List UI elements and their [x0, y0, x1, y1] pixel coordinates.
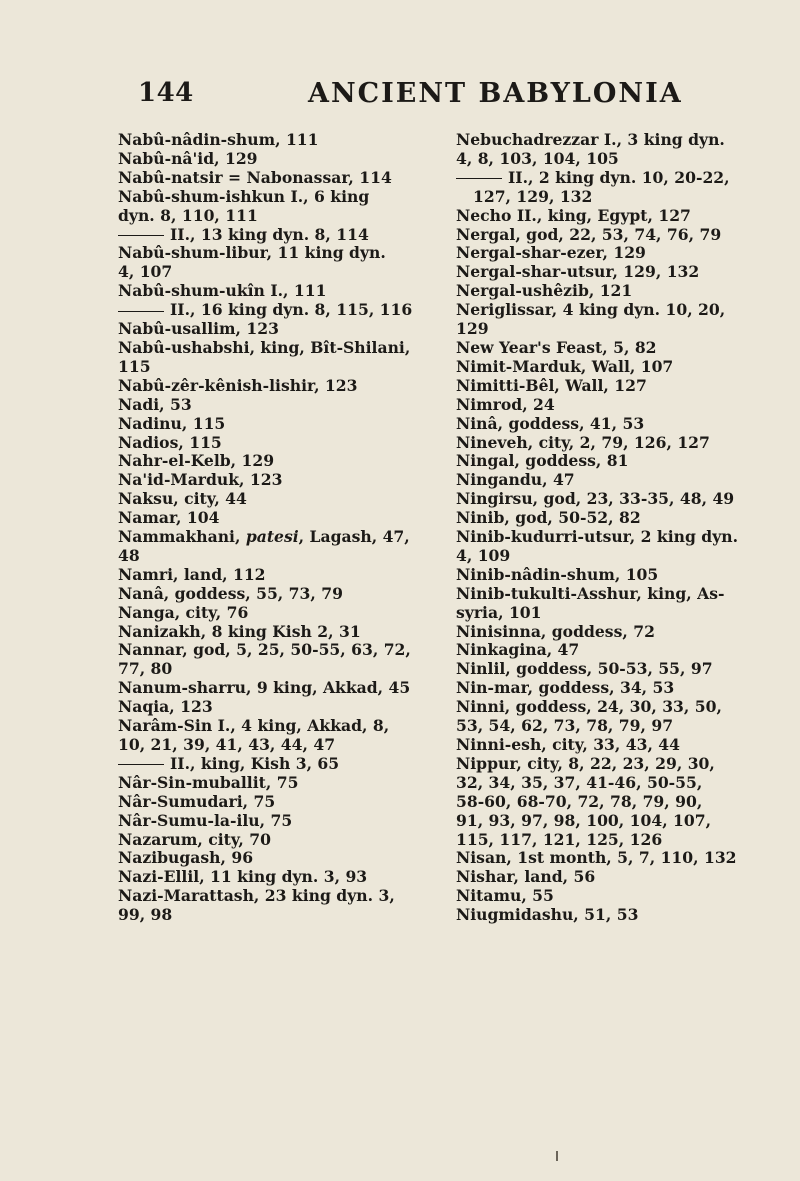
- entry-line: Nin-mar, goddess, 34, 53: [456, 678, 675, 698]
- entry-continuation: 115, 117, 121, 125, 126: [456, 829, 663, 849]
- entry-line: Neriglissar, 4 king dyn. 10, 20,: [456, 300, 726, 320]
- entry-line: Nabû-usallim, 123: [118, 319, 279, 339]
- entry-line: Nineveh, city, 2, 79, 126, 127: [456, 432, 710, 452]
- index-entry: [118, 490, 438, 509]
- index-entry: [118, 471, 438, 490]
- entry-line: II., 16 king dyn. 8, 115, 116: [118, 301, 438, 320]
- index-entry: [118, 868, 438, 887]
- entry-line: Nabû-natsir = Nabonassar, 114: [118, 167, 392, 187]
- entry-continuation: 58-60, 68-70, 72, 78, 79, 90,: [456, 791, 703, 811]
- index-entry: [118, 774, 438, 793]
- index-entry: [456, 226, 791, 245]
- index-entry: [456, 169, 791, 207]
- index-entry: [456, 358, 791, 377]
- entry-line: Na'id-Marduk, 123: [118, 470, 283, 490]
- entry-line: Nâr-Sumudari, 75: [118, 791, 276, 811]
- index-entry: [456, 490, 791, 509]
- index-entry: [456, 566, 791, 585]
- index-entry: [118, 812, 438, 831]
- entry-line: Nanum-sharru, 9 king, Akkad, 45: [118, 678, 411, 698]
- page-number: 144: [138, 78, 194, 108]
- index-entry: [456, 641, 791, 660]
- page-header: [138, 78, 698, 118]
- entry-line: Nammakhani, patesi, Lagash, 47,: [118, 527, 410, 547]
- entry-line: Nergal, god, 22, 53, 74, 76, 79: [456, 224, 722, 244]
- entry-continuation: 4, 109: [456, 545, 511, 565]
- index-entry: [456, 755, 791, 850]
- index-entry: [118, 396, 438, 415]
- running-title: ANCIENT BABYLONIA: [308, 78, 683, 109]
- entry-line: New Year's Feast, 5, 82: [456, 337, 657, 357]
- index-entry: [456, 585, 791, 623]
- entry-continuation: syria, 101: [456, 602, 542, 622]
- entry-continuation: 48: [118, 545, 140, 565]
- entry-line: Nabû-ushabshi, king, Bît-Shilani,: [118, 337, 411, 357]
- entry-line: Nadi, 53: [118, 394, 192, 414]
- entry-line: Ningandu, 47: [456, 470, 575, 490]
- index-entry: [456, 301, 791, 339]
- index-entry: [118, 585, 438, 604]
- entry-line: Ninâ, goddess, 41, 53: [456, 413, 645, 433]
- index-entry: [118, 604, 438, 623]
- entry-line: Nabû-zêr-kênish-lishir, 123: [118, 375, 358, 395]
- entry-line: Nazi-Marattash, 23 king dyn. 3,: [118, 886, 395, 906]
- index-entry: [456, 736, 791, 755]
- entry-line: II., 2 king dyn. 10, 20-22,: [456, 169, 791, 188]
- index-entry: [118, 377, 438, 396]
- entry-line: Necho II., king, Egypt, 127: [456, 205, 691, 225]
- entry-line: Nabû-shum-ishkun I., 6 king: [118, 186, 370, 206]
- index-entry: [118, 301, 438, 320]
- index-entry: [118, 509, 438, 528]
- index-entry: [118, 849, 438, 868]
- entry-line: Nitamu, 55: [456, 886, 554, 906]
- entry-continuation: dyn. 8, 110, 111: [118, 205, 258, 225]
- entry-continuation: 127, 129, 132: [473, 186, 593, 206]
- entry-line: Namri, land, 112: [118, 564, 266, 584]
- index-entry: [456, 509, 791, 528]
- entry-line: Ninib-nâdin-shum, 105: [456, 564, 659, 584]
- entry-line: Nanga, city, 76: [118, 602, 249, 622]
- entry-continuation: 77, 80: [118, 659, 173, 679]
- entry-line: Nimitti-Bêl, Wall, 127: [456, 375, 647, 395]
- entry-line: Ninib, god, 50-52, 82: [456, 508, 641, 528]
- entry-continuation: 4, 8, 103, 104, 105: [456, 148, 619, 168]
- entry-continuation: 53, 54, 62, 73, 78, 79, 97: [456, 716, 674, 736]
- index-entry: [118, 226, 438, 245]
- entry-line: Nimit-Marduk, Wall, 107: [456, 356, 674, 376]
- index-entry: [456, 131, 791, 169]
- index-entry: [456, 263, 791, 282]
- entry-line: Ninlil, goddess, 50-53, 55, 97: [456, 659, 713, 679]
- index-entry: [456, 415, 791, 434]
- index-entry: [456, 244, 791, 263]
- entry-line: Ningal, goddess, 81: [456, 451, 629, 471]
- index-entry: [118, 679, 438, 698]
- index-entry: [118, 755, 438, 774]
- index-entry: [118, 528, 438, 566]
- index-entry: [456, 452, 791, 471]
- entry-line: Ninib-tukulti-Asshur, king, As-: [456, 583, 725, 603]
- index-entry: [456, 471, 791, 490]
- index-entry: [456, 906, 791, 925]
- entry-line: Nanâ, goddess, 55, 73, 79: [118, 583, 343, 603]
- index-entry: [456, 660, 791, 679]
- printer-mark: [556, 1151, 558, 1161]
- index-entry: [118, 641, 438, 679]
- entry-line: Nabû-shum-ukîn I., 111: [118, 281, 327, 301]
- entry-line: Nahr-el-Kelb, 129: [118, 451, 275, 471]
- entry-continuation: 10, 21, 39, 41, 43, 44, 47: [118, 735, 336, 754]
- entry-line: II., king, Kish 3, 65: [118, 755, 438, 774]
- index-entry: [118, 887, 438, 925]
- index-entry: [118, 131, 438, 150]
- entry-line: Nazi-Ellil, 11 king dyn. 3, 93: [118, 867, 368, 887]
- index-entry: [456, 698, 791, 736]
- entry-line: Nâr-Sin-muballit, 75: [118, 772, 299, 792]
- index-entry: [118, 793, 438, 812]
- index-entry: [456, 849, 791, 868]
- index-entry: [456, 623, 791, 642]
- entry-line: Nergal-shar-ezer, 129: [456, 243, 646, 263]
- index-entry: [118, 169, 438, 188]
- index-entry: [118, 452, 438, 471]
- index-entry: [456, 887, 791, 906]
- entry-line: Naqia, 123: [118, 697, 213, 717]
- index-entry: [456, 207, 791, 226]
- index-entry: [118, 320, 438, 339]
- index-entry: [118, 415, 438, 434]
- index-entry: [456, 282, 791, 301]
- entry-line: Nergal-ushêzib, 121: [456, 281, 633, 301]
- index-entry: [118, 339, 438, 377]
- index-entry: [118, 698, 438, 717]
- entry-line: Nannar, god, 5, 25, 50-55, 63, 72,: [118, 640, 411, 660]
- entry-continuation: 129: [456, 319, 489, 339]
- entry-line: Nanizakh, 8 king Kish 2, 31: [118, 621, 361, 641]
- entry-continuation: 99, 98: [118, 905, 173, 925]
- index-entry: [118, 717, 438, 755]
- index-entry: [118, 282, 438, 301]
- entry-line: Ningirsu, god, 23, 33-35, 48, 49: [456, 489, 735, 509]
- entry-line: Nishar, land, 56: [456, 867, 596, 887]
- entry-line: Nimrod, 24: [456, 394, 555, 414]
- index-entry: [456, 679, 791, 698]
- index-entry: [118, 623, 438, 642]
- index-entry: [118, 188, 438, 226]
- entry-line: Ninni-esh, city, 33, 43, 44: [456, 735, 681, 754]
- entry-line: Nisan, 1st month, 5, 7, 110, 132: [456, 848, 737, 868]
- entry-line: Nergal-shar-utsur, 129, 132: [456, 262, 700, 282]
- entry-line: II., 13 king dyn. 8, 114: [118, 226, 438, 245]
- entry-line: Nippur, city, 8, 22, 23, 29, 30,: [456, 753, 715, 773]
- index-entry: [456, 434, 791, 453]
- index-entry: [456, 377, 791, 396]
- index-entry: [456, 528, 791, 566]
- index-entry: [118, 566, 438, 585]
- index-entry: [118, 434, 438, 453]
- entry-line: Ninib-kudurri-utsur, 2 king dyn.: [456, 527, 739, 547]
- entry-line: Nazarum, city, 70: [118, 829, 271, 849]
- entry-line: Niugmidashu, 51, 53: [456, 905, 639, 925]
- entry-line: Nâr-Sumu-la-ilu, 75: [118, 810, 293, 830]
- index-entry: [118, 831, 438, 850]
- entry-line: Ninisinna, goddess, 72: [456, 621, 655, 641]
- entry-line: Nebuchadrezzar I., 3 king dyn.: [456, 130, 725, 149]
- index-column-right: [456, 131, 791, 925]
- index-entry: [118, 244, 438, 282]
- entry-line: Namar, 104: [118, 508, 220, 528]
- entry-line: Nazibugash, 96: [118, 848, 254, 868]
- entry-continuation: 4, 107: [118, 262, 173, 282]
- index-entry: [118, 150, 438, 169]
- index-column-left: [118, 131, 438, 925]
- entry-continuation: 115: [118, 356, 151, 376]
- entry-line: Naksu, city, 44: [118, 489, 247, 509]
- index-entry: [456, 868, 791, 887]
- entry-line: Nadinu, 115: [118, 413, 226, 433]
- index-entry: [456, 396, 791, 415]
- entry-line: Narâm-Sin I., 4 king, Akkad, 8,: [118, 716, 390, 736]
- entry-line: Nadios, 115: [118, 432, 222, 452]
- entry-continuation: 32, 34, 35, 37, 41-46, 50-55,: [456, 772, 703, 792]
- entry-line: Nabû-shum-libur, 11 king dyn.: [118, 243, 386, 263]
- index-entry: [456, 339, 791, 358]
- entry-line: Nabû-nâdin-shum, 111: [118, 130, 319, 149]
- entry-line: Ninni, goddess, 24, 30, 33, 50,: [456, 697, 722, 717]
- entry-line: Ninkagina, 47: [456, 640, 580, 660]
- entry-continuation: 91, 93, 97, 98, 100, 104, 107,: [456, 810, 712, 830]
- entry-line: Nabû-nâ'id, 129: [118, 148, 258, 168]
